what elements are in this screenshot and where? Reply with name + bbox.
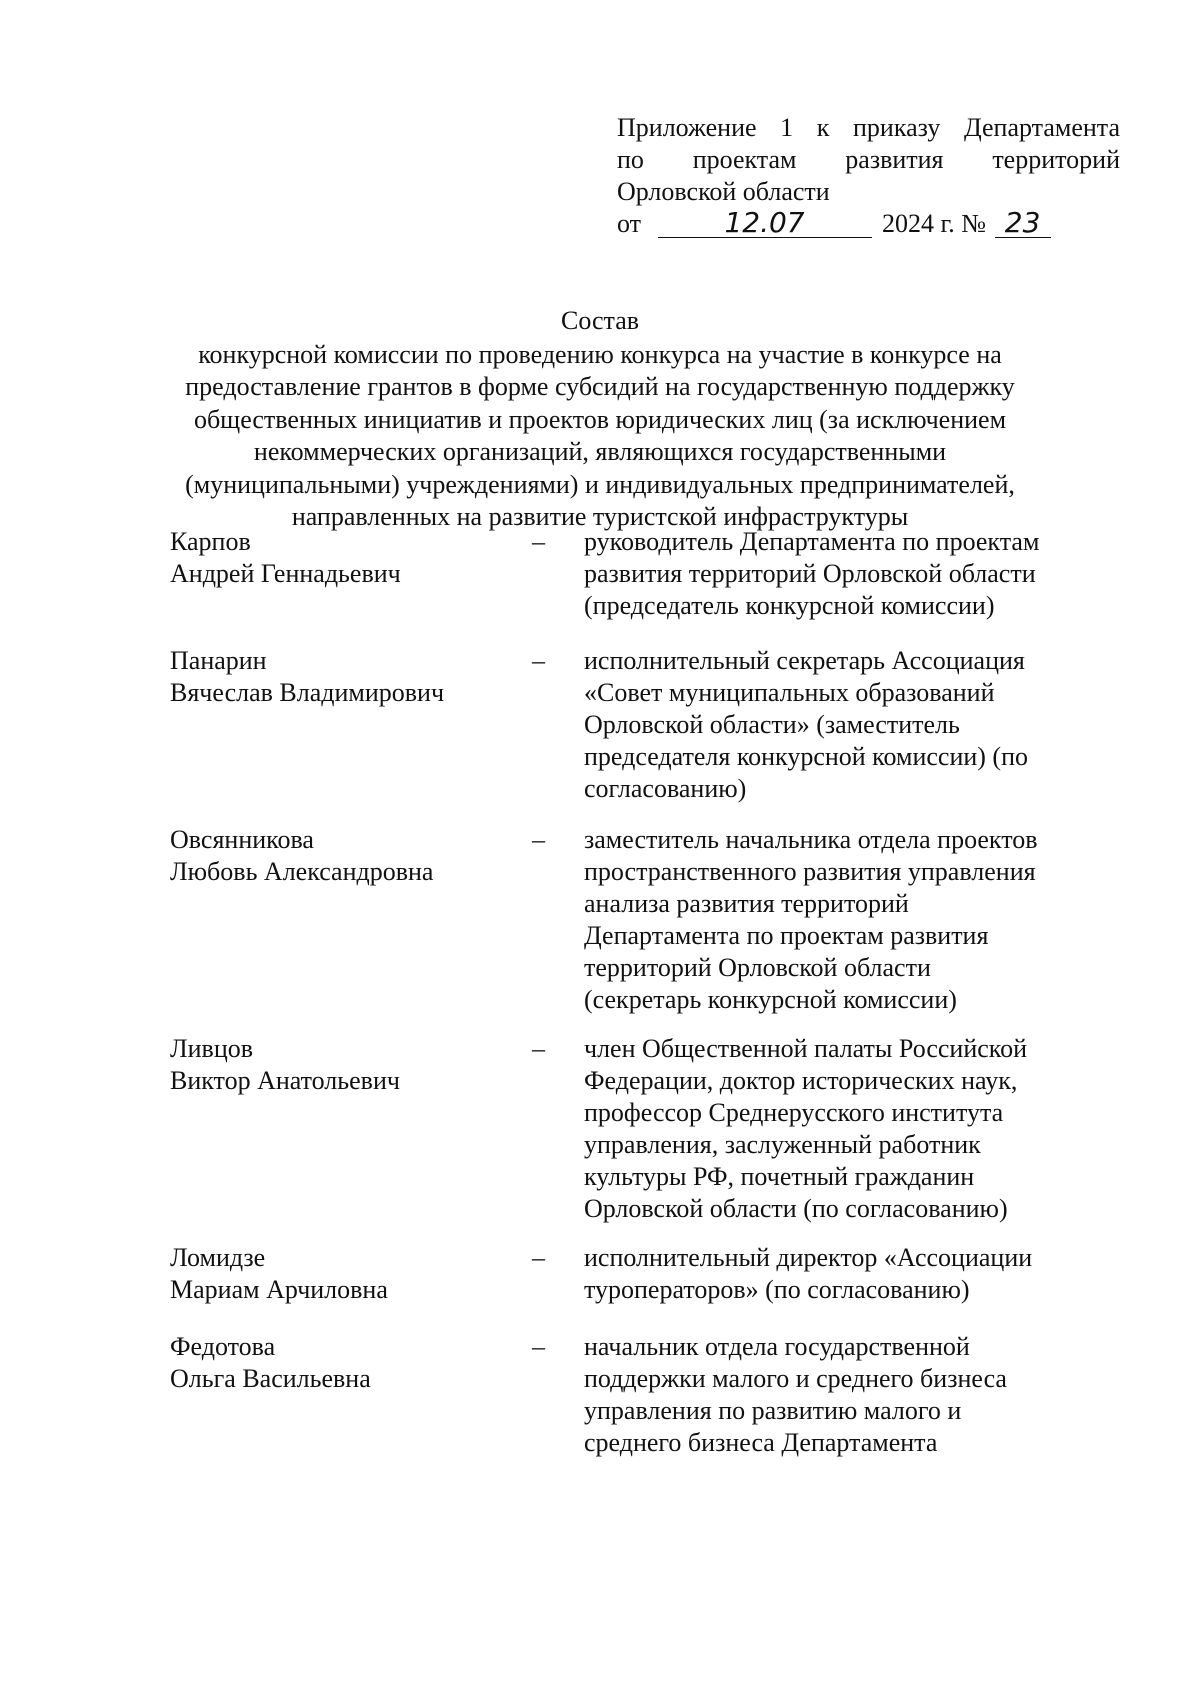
document-title xyxy=(90,305,1110,534)
title-line: предоставление грантов в форме субсидий на государственную поддержку xyxy=(185,372,1015,401)
member-role-line: Орловской области» (заместитель xyxy=(584,710,960,739)
member-dash: – xyxy=(532,1332,545,1361)
member-role-line: исполнительный директор «Ассоциации xyxy=(584,1243,1033,1272)
title-line: (муниципальными) учреждениями) и индивидуальных предпринимателей, xyxy=(185,469,1015,499)
appendix-line-1: Приложение 1 к приказу Департамента xyxy=(617,113,1120,142)
member-surname: Карпов xyxy=(170,527,251,556)
member-role xyxy=(584,1331,1124,1459)
member-role xyxy=(584,1242,1124,1306)
member-role-line: поддержки малого и среднего бизнеса xyxy=(584,1364,1007,1393)
member-role-line: (председатель конкурсной комиссии) xyxy=(584,591,995,620)
member-role-line: начальник отдела государственной xyxy=(584,1332,970,1361)
member-role-line: (секретарь конкурсной комиссии) xyxy=(584,985,957,1014)
member-role xyxy=(584,526,1124,622)
title-heading: Состав xyxy=(560,306,640,335)
member-surname: Ливцов xyxy=(170,1034,254,1063)
member-role xyxy=(584,645,1124,805)
title-line: конкурсной комиссии по проведению конкурса на участие в конкурсе на xyxy=(198,339,1002,369)
member-given: Виктор Анатольевич xyxy=(170,1066,400,1095)
member-role-line: профессор Среднерусского института xyxy=(584,1098,1004,1127)
member-role-line: Орловской области (по согласованию) xyxy=(584,1194,1008,1223)
member-name xyxy=(170,1242,530,1306)
member-surname: Ломидзе xyxy=(170,1243,266,1272)
year-text: 2024 г. № xyxy=(882,209,987,238)
title-line: общественных инициатив и проектов юридических лиц (за исключением xyxy=(193,404,1007,434)
member-role-line: анализа развития территорий xyxy=(584,889,909,918)
member-dash: – xyxy=(532,1034,545,1063)
appendix-line-3: Орловской области xyxy=(617,177,830,206)
member-surname: Федотова xyxy=(170,1332,276,1361)
member-role-line: туроператоров» (по согласованию) xyxy=(584,1275,970,1304)
date-prefix: от xyxy=(617,209,642,238)
member-role-line: Федерации, доктор исторических наук, xyxy=(584,1066,1018,1095)
member-role-line: руководитель Департамента по проектам xyxy=(584,527,1040,556)
member-given: Вячеслав Владимирович xyxy=(170,678,445,707)
member-role-line: территорий Орловской области xyxy=(584,953,931,982)
title-text xyxy=(90,339,1110,534)
member-given: Любовь Александровна xyxy=(170,857,434,886)
member-given: Мариам Арчиловна xyxy=(170,1275,388,1304)
title-line: некоммерческих организаций, являющихся государственными xyxy=(253,437,947,466)
member-given: Андрей Геннадьевич xyxy=(170,559,401,588)
member-role-line: управления, заслуженный работник xyxy=(584,1130,981,1159)
member-name xyxy=(170,1033,530,1097)
member-role-line: член Общественной палаты Российской xyxy=(584,1034,1028,1063)
member-role-line: согласованию) xyxy=(584,774,747,803)
handwritten-date: 12.07 xyxy=(658,209,872,238)
order-date-line xyxy=(617,208,1120,240)
handwritten-order-number: 23 xyxy=(995,209,1051,238)
member-role-line: исполнительный секретарь Ассоциация xyxy=(584,646,1025,675)
member-role-line: развития территорий Орловской области xyxy=(584,559,1036,588)
member-role xyxy=(584,824,1124,1016)
appendix-header xyxy=(617,112,1120,240)
member-dash: – xyxy=(532,527,545,556)
member-role-line: председателя конкурсной комиссии) (по xyxy=(584,742,1029,771)
appendix-line-2: по проектам развития территорий xyxy=(617,145,1120,174)
member-role-line: управления по развитию малого и xyxy=(584,1396,962,1425)
member-role-line: культуры РФ, почетный гражданин xyxy=(584,1162,975,1191)
member-given: Ольга Васильевна xyxy=(170,1364,371,1393)
member-dash: – xyxy=(532,646,545,675)
member-name xyxy=(170,526,530,590)
member-name xyxy=(170,645,530,709)
member-role-line: пространственного развития управления xyxy=(584,857,1036,886)
member-surname: Овсянникова xyxy=(170,825,314,854)
member-role-line: заместитель начальника отдела проектов xyxy=(584,825,1038,854)
member-dash: – xyxy=(532,1243,545,1272)
member-role xyxy=(584,1033,1124,1225)
member-name xyxy=(170,1331,530,1395)
member-role-line: среднего бизнеса Департамента xyxy=(584,1428,938,1457)
member-role-line: Департамента по проектам развития xyxy=(584,921,989,950)
member-surname: Панарин xyxy=(170,646,267,675)
member-role-line: «Совет муниципальных образований xyxy=(584,678,995,707)
member-name xyxy=(170,824,530,888)
member-dash: – xyxy=(532,825,545,854)
title-line: направленных на развитие туристской инфраструктуры xyxy=(291,502,909,531)
